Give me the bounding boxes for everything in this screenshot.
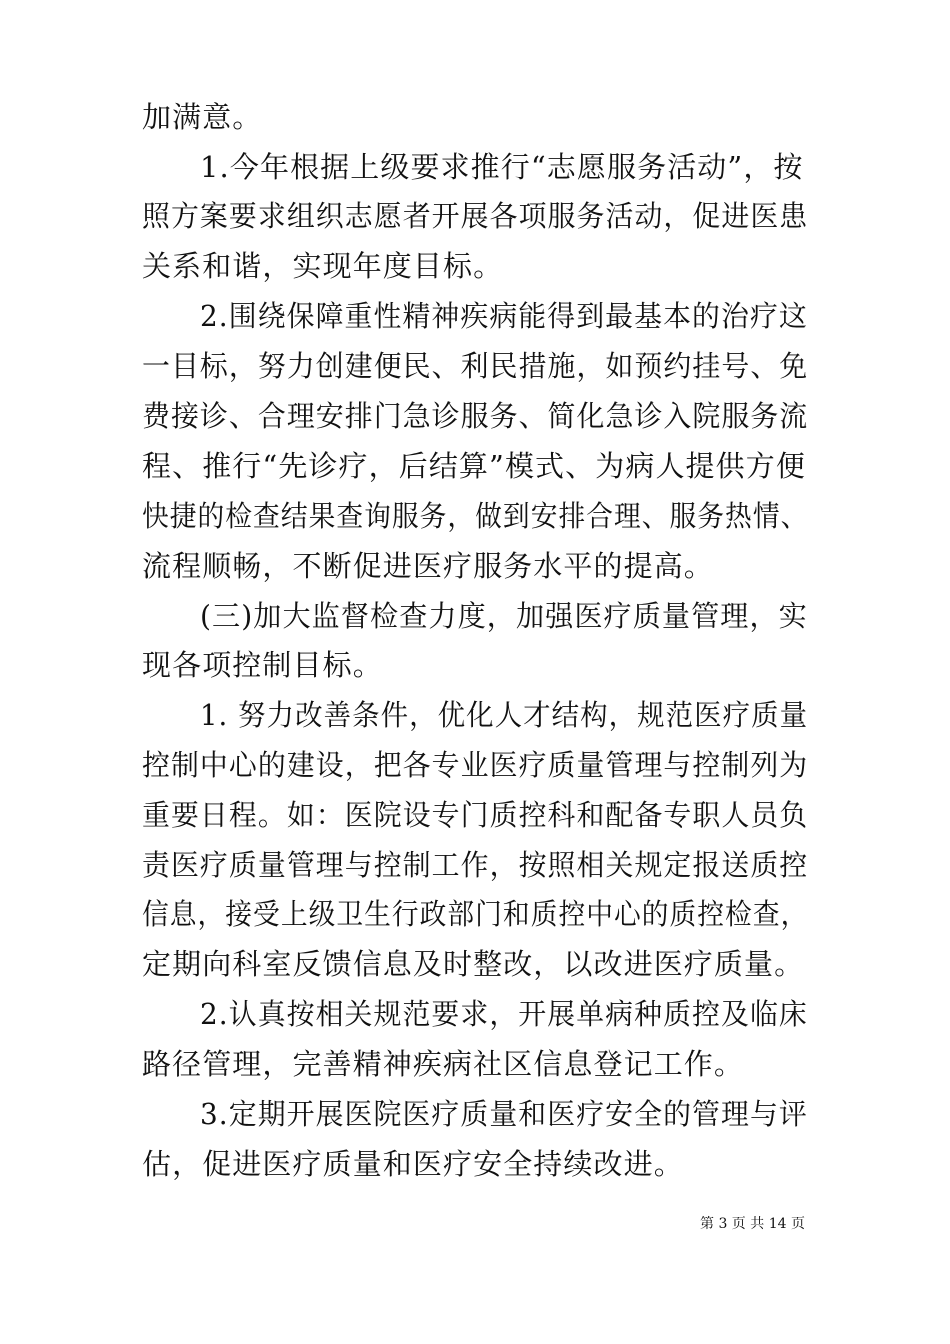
text-line: 1.今年根据上级要求推行“志愿服务活动”，按 [200, 150, 804, 184]
text-line: 控制中心的建设，把各专业医疗质量管理与控制列为 [142, 748, 809, 782]
text-line: 3.定期开展医院医疗质量和医疗安全的管理与评 [200, 1097, 808, 1131]
text-line: 路径管理，完善精神疾病社区信息登记工作。 [142, 1047, 745, 1081]
text-line: 快捷的检查结果查询服务，做到安排合理、服务热情、 [142, 499, 809, 533]
text-line: 费接诊、合理安排门急诊服务、简化急诊入院服务流 [142, 399, 809, 433]
text-line: 一目标，努力创建便民、利民措施，如预约挂号、免 [142, 349, 809, 383]
text-line: 关系和谐，实现年度目标。 [142, 249, 504, 283]
text-line: 现各项控制目标。 [142, 648, 383, 682]
page-number-footer: 第 3 页 共 14 页 [700, 1216, 805, 1232]
text-line: (三)加大监督检查力度，加强医疗质量管理，实 [200, 599, 808, 633]
text-line: 照方案要求组织志愿者开展各项服务活动，促进医患 [142, 199, 809, 233]
text-line: 估，促进医疗质量和医疗安全持续改进。 [142, 1147, 684, 1181]
text-line: 2.认真按相关规范要求，开展单病种质控及临床 [200, 997, 808, 1031]
text-line: 重要日程。如：医院设专门质控科和配备专职人员负 [142, 798, 809, 832]
text-line: 信息，接受上级卫生行政部门和质控中心的质控检查， [142, 897, 809, 931]
text-line: 1. 努力改善条件，优化人才结构，规范医疗质量 [200, 698, 809, 732]
text-line: 加满意。 [142, 100, 263, 134]
text-line: 流程顺畅，不断促进医疗服务水平的提高。 [142, 549, 714, 583]
text-line: 程、推行“先诊疗，后结算”模式、为病人提供方便 [142, 449, 806, 483]
text-line: 定期向科室反馈信息及时整改，以改进医疗质量。 [142, 947, 805, 981]
text-line: 责医疗质量管理与控制工作，按照相关规定报送质控 [142, 848, 809, 882]
text-line: 2.围绕保障重性精神疾病能得到最基本的治疗这 [200, 299, 808, 333]
